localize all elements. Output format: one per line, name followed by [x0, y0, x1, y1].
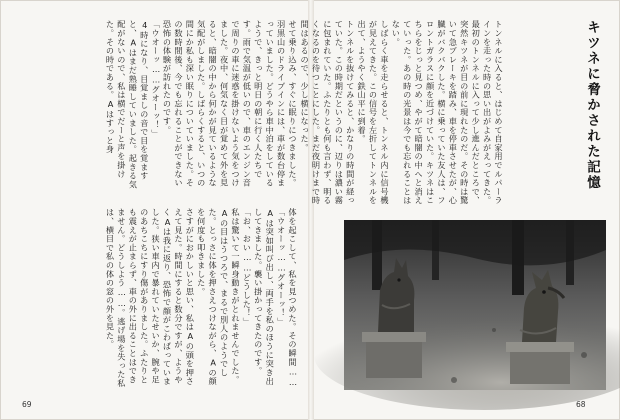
right-page-number: 68	[576, 400, 586, 409]
left-page	[0, 0, 308, 420]
chapter-title: キツネに脅かされた記憶	[584, 20, 600, 191]
left-page-lower-text: 体を起こして、私を見つめた。その瞬間…… 「ウオーッ……グオーッ！」 Aは突如叫び出し、両手を私のほうに突き出してきました。襲い掛かってきたのです。 「お、おい……どうした！」 私は驚いて一瞬身動きがとれませんでした。Aの目はうつろで、まるで別人のようでした。とっさに体を押さえつけながら、Aの顔を何度も叩きました。 さすがにおかしいと思い、私はAの頭を押さえて見た。時間にすると数分ですが、ようやくAは我に返り、恐怖で顔がこわばっていました。狭い車内で暴れていたせいか、腕や足のあちこちにすり傷がありました。ふたりとも震えが止まらず、車の外に出ることはできません。どうしよう……。逃げ場を失った私は、横目で私の体の窓の外を見た。	[105, 208, 298, 388]
right-page-upper-text: トンネルに入ると、はじめて自家用でルパーラインを走った時の思い出がよみがえってきた。最初のトンネルに入って少し進んだところで、突然キツネが目の前に現れたのだ。その時は驚いて急ブレーキを踏み、車を停車させたが、心臓がバクバクした。横に乗っていた友人は、フロントガラスに顔を近づけていた。キツネはこちらをじっと見つめ、やがて暗闇の中へと消えていった。あの時の光景は今でも忘れることはない。 しばらく車を走らせると、トンネル内に信号機が見えてきた。この信号を左折してトンネルを出て、ようやく鉄山平に到着。 トンネルを抜けてみると、かなりの時間が経っていた。この時期だというのに、辺りは濃い霧に包まれていた。ふたりとも何も言わず、明るくなるのを待つことにした。まだ夜明けまで時間はあるので、少し横になった。	[300, 20, 504, 205]
fox-statues-photo	[344, 220, 606, 390]
left-page-upper-text: せて乗り込み、すぐに眠りにつきました。 羽黒山のドライブインには、車が数台停まっていました。どうやら車中泊をしているようで、きっと明日の朝に行く人たちです。雨で気温が低いので、車のエンジン音で周りの車に迷惑を掛けないよう気をつけました。夜中、何気なく目が覚めて外を見ると、暗闇の中から何かが見ているような気配がしました。しばらくすると、いつの間にか私も深い眠りについていました。その数時間後、今でも忘れることができない恐怖の体験が訪れたのです。 「ウオーッ……グオーッ！」 4時になり、目覚ましの音で目を覚ますと、Aはまだ熟睡していました。起きる気配がないので、私は横でだーと声を掛けた。その時である。Aはすっと身	[105, 20, 298, 189]
photo-image	[344, 220, 606, 390]
left-page-number: 69	[22, 400, 32, 409]
